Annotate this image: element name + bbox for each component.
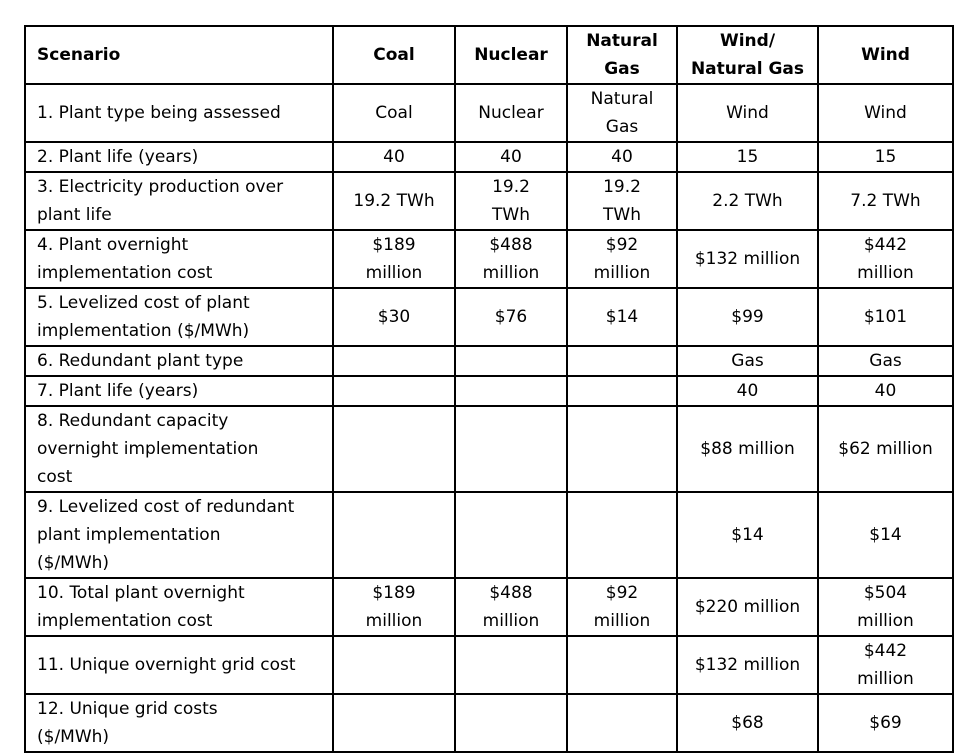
table-row [25, 172, 953, 230]
table-cell: $488 million [455, 230, 567, 288]
table-row [25, 406, 953, 492]
table-cell [567, 694, 677, 752]
table-cell [455, 694, 567, 752]
comparison-table [24, 25, 954, 753]
table-cell: 15 [677, 142, 818, 172]
table-row [25, 142, 953, 172]
table-cell [455, 636, 567, 694]
row-label: 1. Plant type being assessed [25, 84, 333, 142]
table-cell: $132 million [677, 230, 818, 288]
header-cell: Wind [818, 26, 953, 84]
row-label: 11. Unique overnight grid cost [25, 636, 333, 694]
table-cell: $189 million [333, 230, 455, 288]
table-row [25, 376, 953, 406]
table-row [25, 578, 953, 636]
table-cell: $189 million [333, 578, 455, 636]
table-row [25, 346, 953, 376]
table-cell: $92 million [567, 578, 677, 636]
table-cell: Wind [677, 84, 818, 142]
table-cell [567, 492, 677, 578]
table-cell [333, 636, 455, 694]
table-cell: $99 [677, 288, 818, 346]
table-cell: Wind [818, 84, 953, 142]
header-row [25, 26, 953, 84]
table-cell: 40 [333, 142, 455, 172]
table-cell: $69 [818, 694, 953, 752]
header-cell: Nuclear [455, 26, 567, 84]
table-cell: 19.2 TWh [567, 172, 677, 230]
table-cell [455, 406, 567, 492]
row-label: 10. Total plant overnight implementation cost [25, 578, 333, 636]
table-row [25, 84, 953, 142]
table-cell: Nuclear [455, 84, 567, 142]
table-cell: $220 million [677, 578, 818, 636]
table-row [25, 694, 953, 752]
header-cell: Natural Gas [567, 26, 677, 84]
table-cell: $101 [818, 288, 953, 346]
table-cell [455, 376, 567, 406]
row-label: 2. Plant life (years) [25, 142, 333, 172]
header-cell: Scenario [25, 26, 333, 84]
table-cell: $442 million [818, 230, 953, 288]
table-cell [567, 406, 677, 492]
table-cell: $76 [455, 288, 567, 346]
table-cell [567, 376, 677, 406]
table-cell: 7.2 TWh [818, 172, 953, 230]
header-cell: Coal [333, 26, 455, 84]
table-row [25, 492, 953, 578]
row-label: 5. Levelized cost of plant implementation ($/MWh) [25, 288, 333, 346]
row-label: 3. Electricity production over plant life [25, 172, 333, 230]
table-cell: $88 million [677, 406, 818, 492]
table-cell [333, 492, 455, 578]
table-cell [455, 346, 567, 376]
table-cell: $92 million [567, 230, 677, 288]
table-cell: 40 [677, 376, 818, 406]
table-cell: $30 [333, 288, 455, 346]
table-cell: $132 million [677, 636, 818, 694]
table-cell: 40 [567, 142, 677, 172]
table-cell [333, 346, 455, 376]
table-cell: Gas [818, 346, 953, 376]
table-cell: 40 [818, 376, 953, 406]
table-cell: $62 million [818, 406, 953, 492]
table-cell: 15 [818, 142, 953, 172]
row-label: 6. Redundant plant type [25, 346, 333, 376]
table-cell: $14 [567, 288, 677, 346]
table-row [25, 288, 953, 346]
table-cell: $504 million [818, 578, 953, 636]
table-cell [567, 636, 677, 694]
table-cell: 19.2 TWh [333, 172, 455, 230]
table-cell: Coal [333, 84, 455, 142]
row-label: 12. Unique grid costs ($/MWh) [25, 694, 333, 752]
table-cell: 2.2 TWh [677, 172, 818, 230]
row-label: 4. Plant overnight implementation cost [25, 230, 333, 288]
table-cell: $14 [677, 492, 818, 578]
table-cell [333, 694, 455, 752]
table-row [25, 230, 953, 288]
table-row [25, 636, 953, 694]
row-label: 8. Redundant capacity overnight implementation cost [25, 406, 333, 492]
table-cell: 40 [455, 142, 567, 172]
row-label: 7. Plant life (years) [25, 376, 333, 406]
table-cell [333, 376, 455, 406]
table-cell: $488 million [455, 578, 567, 636]
table-cell [567, 346, 677, 376]
table-cell [455, 492, 567, 578]
row-label: 9. Levelized cost of redundant plant implementation ($/MWh) [25, 492, 333, 578]
table-cell: Gas [677, 346, 818, 376]
table-cell: $442 million [818, 636, 953, 694]
table-cell: $14 [818, 492, 953, 578]
table-cell: 19.2 TWh [455, 172, 567, 230]
table-cell [333, 406, 455, 492]
table-cell: Natural Gas [567, 84, 677, 142]
header-cell: Wind/ Natural Gas [677, 26, 818, 84]
table-cell: $68 [677, 694, 818, 752]
